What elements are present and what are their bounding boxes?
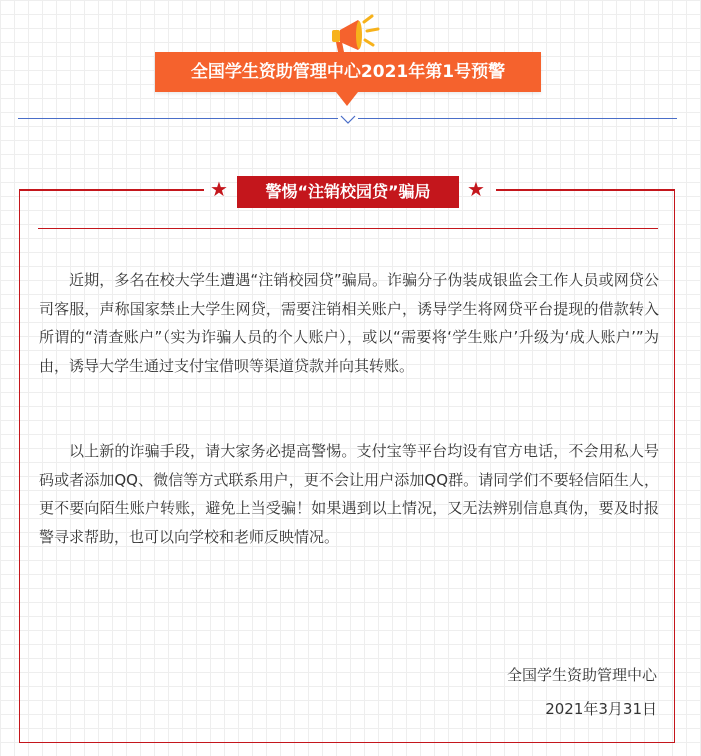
frame-top-border-right xyxy=(496,189,675,191)
body-paragraph-1: 近期，多名在校大学生遭遇“注销校园贷”骗局。诈骗分子伪装成银监会工作人员或网贷公司客服，声称国家禁止大学生网贷，需要注销相关账户，诱导学生将网贷平台提现的借款转入所谓的“清查账户”（实为诈骗人员的个人账户），或以“需要将‘学生账户’升级为‘成人账户’”为由，诱导大学生通过支付宝借呗等渠道贷款并向其转账。 xyxy=(39,271,659,375)
signature-organization: 全国学生资助管理中心 xyxy=(506,666,657,684)
page-title: 全国学生资助管理中心2021年第1号预警 xyxy=(155,52,541,92)
megaphone-icon xyxy=(326,14,382,54)
chevron-down-icon xyxy=(338,113,358,125)
star-icon: ★ xyxy=(467,177,485,201)
signature-date: 2021年3月31日 xyxy=(545,700,657,718)
title-pointer xyxy=(336,92,358,106)
body-paragraph-2: 以上新的诈骗手段，请大家务必提高警惕。支付宝等平台均设有官方电话，不会用私人号码或者添加QQ、微信等方式联系用户，更不会让用户添加QQ群。请同学们不要轻信陌生人，更不要向陌生账户转账，避免上当受骗！如果遇到以上情况，又无法辨别信息真伪，要及时报警寻求帮助，也可以向学校和老师反映情况。 xyxy=(39,442,659,546)
section-title: 警惕“注销校园贷”骗局 xyxy=(237,176,459,208)
section-rule xyxy=(38,228,658,229)
frame-top-border-left xyxy=(19,189,204,191)
star-icon: ★ xyxy=(210,177,228,201)
